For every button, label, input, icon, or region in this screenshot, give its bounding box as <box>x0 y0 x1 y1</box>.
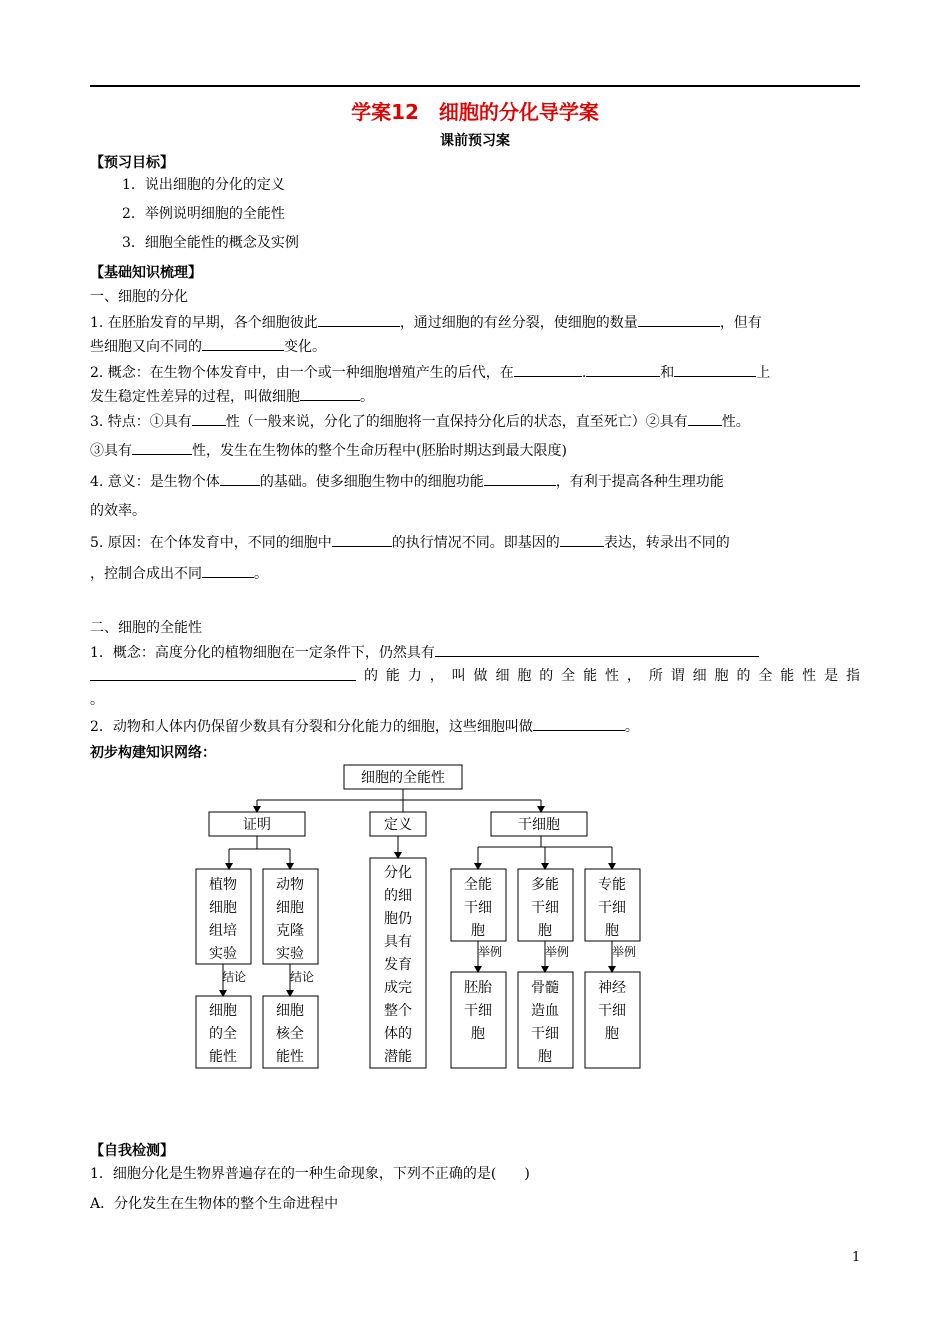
neural-line: 干细 <box>598 1003 626 1019</box>
conclusion-label: 结论 <box>289 970 315 984</box>
totipotency-line-1c: 。 <box>90 692 104 708</box>
unipotent-line: 干细 <box>598 900 626 916</box>
plant-result-line: 细胞 <box>209 1003 237 1019</box>
plant-exp-line: 组培 <box>209 923 237 939</box>
check-header: 【自我检测】 <box>90 1143 174 1159</box>
pluripotent-line: 胞 <box>538 923 552 939</box>
example-label: 举例 <box>477 945 503 959</box>
page-title: 学案12 细胞的分化导学案 <box>351 100 599 124</box>
totipotency-line-1b: 的能力，叫做细胞的全能性，所谓细胞的全能性是指 <box>90 666 860 686</box>
basics-line-3: 3. 特点：①具有 性（一般来说，分化了的细胞将一直保持分化后的状态，直至死亡）②具有 性。 <box>90 411 750 432</box>
basics-line-1b: 些细胞又向不同的 变化。 <box>90 336 326 357</box>
goal-item: 2．举例说明细胞的全能性 <box>122 206 285 222</box>
definition-line: 发育 <box>384 957 412 973</box>
pluripotent-line: 干细 <box>531 900 559 916</box>
plant-result-line: 的全 <box>209 1026 237 1042</box>
page-number: 1 <box>852 1250 861 1265</box>
definition-line: 胞仍 <box>384 911 412 927</box>
root-label: 细胞的全能性 <box>361 770 445 786</box>
goals-header: 【预习目标】 <box>90 155 174 171</box>
basics-line-6b: ，控制合成出不同 。 <box>90 563 268 584</box>
neural-line: 胞 <box>605 1026 619 1042</box>
embryonic-line: 干细 <box>464 1003 492 1019</box>
plant-result-line: 能性 <box>209 1049 237 1065</box>
definition-line: 整个 <box>384 1003 412 1019</box>
animal-exp-line: 动物 <box>276 877 304 893</box>
basics-line-6: 5. 原因：在个体发育中，不同的细胞中 的执行情况不同。即基因的 表达，转录出不同的 <box>90 532 730 553</box>
basics-line-2: 2. 概念：在生物个体发育中，由一个或一种细胞增殖产生的后代，在 . 和 上 <box>90 362 770 383</box>
question-1: 1．细胞分化是生物界普遍存在的一种生命现象，下列不正确的是( ) <box>90 1166 530 1182</box>
neural-line: 神经 <box>598 980 626 996</box>
basics-header: 【基础知识梳理】 <box>90 265 202 281</box>
basics-line-2b: 发生稳定性差异的过程，叫做细胞 。 <box>90 386 374 407</box>
animal-exp-line: 实验 <box>276 946 304 962</box>
stem-cell-label: 干细胞 <box>518 817 560 833</box>
plant-exp-line: 细胞 <box>209 900 237 916</box>
example-label: 举例 <box>544 945 570 959</box>
goal-item: 3．细胞全能性的概念及实例 <box>122 235 299 251</box>
example-label: 举例 <box>611 945 637 959</box>
definition-line: 潜能 <box>384 1049 412 1065</box>
question-1-option-a: A．分化发生在生物体的整个生命进程中 <box>90 1196 339 1212</box>
part1-title: 一、细胞的分化 <box>90 289 188 305</box>
proof-label: 证明 <box>243 817 271 833</box>
page-subtitle: 课前预习案 <box>440 133 510 149</box>
unipotent-line: 胞 <box>605 923 619 939</box>
embryonic-line: 胞 <box>471 1026 485 1042</box>
animal-result-line: 细胞 <box>276 1003 304 1019</box>
plant-exp-line: 植物 <box>209 877 237 893</box>
definition-line: 成完 <box>384 980 412 996</box>
animal-result-line: 核全 <box>276 1026 304 1042</box>
totipotent-line: 胞 <box>471 923 485 939</box>
definition-line: 的细 <box>384 888 412 904</box>
marrow-line: 干细 <box>531 1026 559 1042</box>
animal-exp-line: 克隆 <box>276 923 304 939</box>
definition-line: 具有 <box>384 934 412 950</box>
pluripotent-line: 多能 <box>531 877 559 893</box>
animal-result-line: 能性 <box>276 1049 304 1065</box>
basics-line-5b: 的效率。 <box>90 503 146 519</box>
marrow-line: 造血 <box>531 1003 559 1019</box>
basics-line-4: ③具有 性，发生在生物体的整个生命历程中(胚胎时期达到最大限度) <box>90 440 567 461</box>
goal-item: 1．说出细胞的分化的定义 <box>122 177 285 193</box>
definition-label: 定义 <box>384 817 412 833</box>
unipotent-line: 专能 <box>598 877 626 893</box>
marrow-line: 骨髓 <box>531 980 559 996</box>
network-header: 初步构建知识网络： <box>90 745 216 761</box>
basics-line-5: 4. 意义：是生物个体 的基础。使多细胞生物中的细胞功能 ，有利于提高各种生理功能 <box>90 471 724 492</box>
definition-line: 体的 <box>384 1026 412 1042</box>
embryonic-line: 胚胎 <box>464 980 492 996</box>
totipotency-line-2: 2．动物和人体内仍保留少数具有分裂和分化能力的细胞，这些细胞叫做 。 <box>90 716 639 737</box>
basics-line-1: 1. 在胚胎发育的早期，各个细胞彼此 ，通过细胞的有丝分裂，使细胞的数量 ，但有 <box>90 312 762 333</box>
marrow-line: 胞 <box>538 1049 552 1065</box>
totipotent-line: 全能 <box>464 877 492 893</box>
conclusion-label: 结论 <box>221 970 247 984</box>
animal-exp-line: 细胞 <box>276 900 304 916</box>
definition-line: 分化 <box>384 865 412 881</box>
part2-title: 二、细胞的全能性 <box>90 620 202 636</box>
totipotent-line: 干细 <box>464 900 492 916</box>
totipotency-line-1: 1．概念：高度分化的植物细胞在一定条件下，仍然具有 <box>90 642 759 663</box>
plant-exp-line: 实验 <box>209 946 237 962</box>
